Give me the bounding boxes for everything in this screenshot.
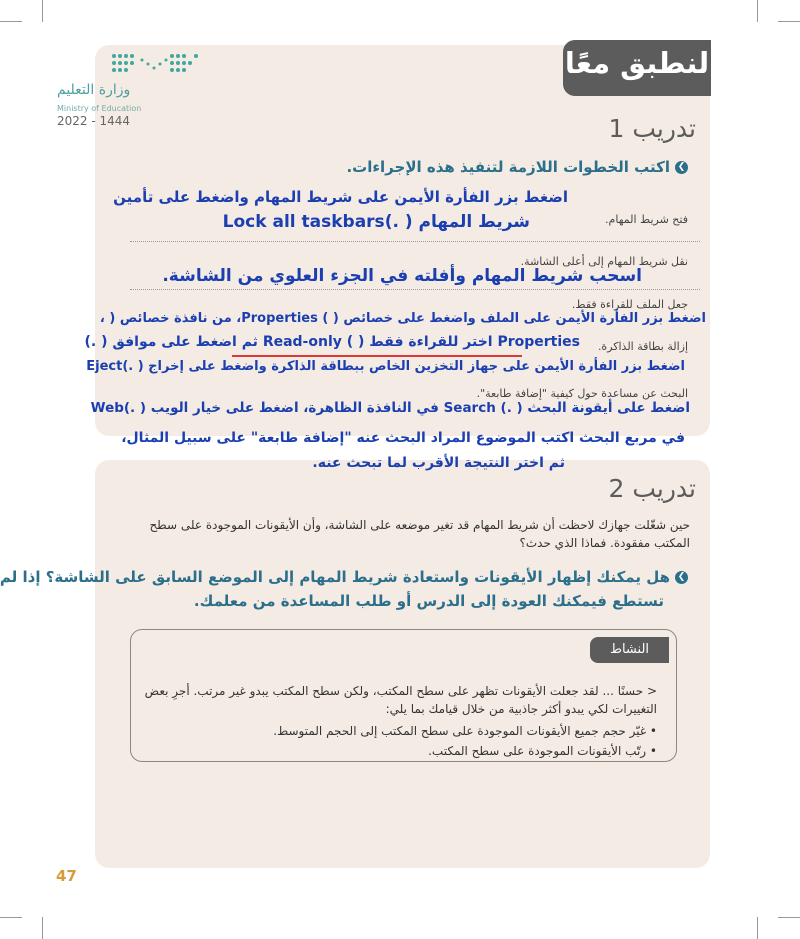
task-label: جعل الملف للقراءة فقط. [571, 298, 688, 311]
activity-bullet: • غيّر حجم جميع الأيقونات الموجودة على سطح المكتب إلى الحجم المتوسط. [273, 724, 657, 738]
activity-label: النشاط [609, 642, 650, 657]
page-number: 47 [56, 867, 77, 885]
activity-intro-line2: التغييرات لكي يبدو أكثر جاذبية من خلال قيامك بما يلي: [385, 702, 657, 716]
answer-line: اضغط بزر الفأرة الأيمن على الملف واضغط على خصائص ( ) Properties، من نافذة خصائص ( ، [99, 311, 706, 326]
crop-mark [757, 0, 758, 22]
year-label: 2022 - 1444 [57, 114, 131, 128]
underline-rule [232, 355, 522, 357]
answer-line: اضغط على أيقونة البحث ( .) Search في النافذة الظاهرة، اضغط على خيار الويب ( .)Web [90, 400, 690, 416]
crop-mark [42, 917, 43, 939]
answer-line: اضغط بزر الفأرة الأيمن على جهاز التخزين الخاص ببطاقة الذاكرة واضغط على إخراج ( .)Eject [86, 359, 685, 374]
crop-mark [42, 0, 43, 22]
exercise1-instruction: ❯اكتب الخطوات اللازمة لتنفيذ هذه الإجراءات. [346, 158, 688, 176]
answer-line: اسحب شريط المهام وأفلته في الجزء العلوي من الشاشة. [162, 266, 642, 286]
activity-intro-line1: < حسنًا ... لقد جعلت الأيقونات تظهر على سطح المكتب، ولكن سطح المكتب يبدو غير مرتب. أجرِ بعض [144, 684, 657, 698]
task-label: فتح شريط المهام. [605, 213, 688, 226]
exercise1-title: تدريب 1 [608, 114, 696, 143]
answer-dotted-line [130, 289, 700, 290]
exercise2-question-line1: ❯هل يمكنك إظهار الأيقونات واستعادة شريط المهام إلى الموضع السابق على الشاشة؟ إذا لم [0, 568, 688, 586]
ministry-name-ar: وزارة التعليم [57, 82, 131, 98]
exercise2-info: حين شغّلت جهازك لاحظت أن شريط المهام قد تغير موضعه على الشاشة، وأن الأيقونات الموجودة على سطح المكتب مفقودة. فماذا الذي حدث؟ [149, 518, 690, 550]
answer-line: شريط المهام ( .)Lock all taskbars [222, 212, 530, 232]
answer-line: ثم اختر النتيجة الأقرب لما تبحث عنه. [312, 455, 565, 471]
ministry-logo-icon [110, 52, 205, 76]
task-label: البحث عن مساعدة حول كيفية "إضافة طابعة". [476, 387, 688, 400]
answer-line: Properties اختر للقراءة فقط ( ) Read-only ثم اضغط على موافق ( .) [84, 334, 580, 350]
exercise2-question-line2: تستطع فيمكنك العودة إلى الدرس أو طلب المساعدة من معلمك. [193, 592, 664, 610]
task-label: نقل شريط المهام إلى أعلى الشاشة. [520, 255, 688, 268]
answer-line: في مربع البحث اكتب الموضوع المراد البحث عنه "إضافة طابعة" على سبيل المثال، [121, 430, 685, 446]
crop-mark [0, 21, 22, 22]
crop-mark [778, 917, 800, 918]
answer-dotted-line [130, 241, 700, 242]
ministry-name-en: Ministry of Education [57, 104, 142, 113]
task-label: إزالة بطاقة الذاكرة. [597, 340, 688, 353]
crop-mark [0, 917, 22, 918]
chevron-icon: ❯ [675, 161, 688, 174]
answer-line: اضغط بزر الفأرة الأيمن على شريط المهام واضغط على تأمين [113, 188, 568, 206]
crop-mark [778, 21, 800, 22]
chevron-icon: ❯ [675, 571, 688, 584]
exercise2-title: تدريب 2 [608, 474, 696, 503]
section-tab-title: لنطبق معًا [564, 46, 710, 80]
activity-bullet: • رتّب الأيقونات الموجودة على سطح المكتب. [428, 744, 657, 758]
crop-mark [757, 917, 758, 939]
